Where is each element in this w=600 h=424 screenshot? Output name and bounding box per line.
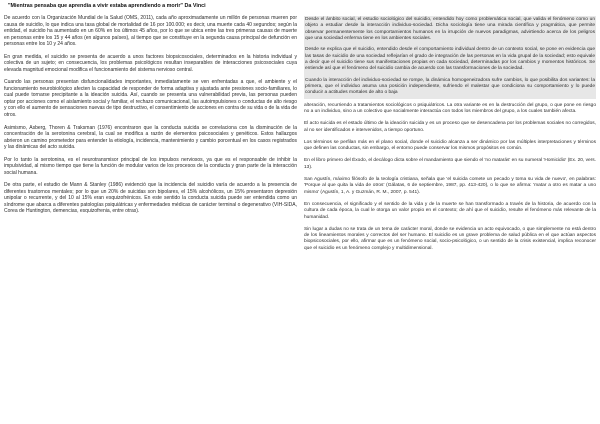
left-paragraph-4: Asimismo, Asberg, Thoren & Traksman (1976) encontraron que la conducta suicida se correlaciona con la disminución de la concentración de la serotonina cerebral, la cual se modifica a razón de elementos psicosociales y genéticos. Estos hallazgos abrieron un camino prometedor para entender la etiología, incidencia, mantenimiento y cambio porcentual en los casos registrados y las dinámicas del acto suicida. <box>4 124 297 151</box>
right-paragraph-1: alteración, recurriendo a tratamientos sociológicos o psiquiátricos. La otra variante es en la destrucción del grupo, o que pone en riesgo no a un individuo, sino a un colectivo que socialmente interactúa con todos los miembros del grupo, a los cuales también afecta. <box>304 102 596 114</box>
left-paragraph-2: En gran medida, el suicidio se presenta de acuerdo a unos factores biopsicosociales, determinados en la historia individual y colectiva de un sujeto; en consecuencia, los problemas psicológicos resultan inseparables de interacciones psicosociales cuya elevada magnitud emocional modifica el funcionamiento del sistema nervioso central. <box>4 53 297 73</box>
shaded-text-block <box>304 16 596 99</box>
left-paragraph-5: Por lo tanto la serotonina, es el neurotransmisor principal de los impulsos nerviosos, ya que es el responsable de inhibir la impulsividad, al mismo tiempo que tiene la función de modular varios de los procesos de la conducta y gran parte de la interacción social humana. <box>4 156 297 176</box>
right-shaded-paragraph-3: Cuando la interacción del individuo-sociedad se rompe, la dinámica homogeneizadora sufre cambios, lo que posibilita dos variantes: la primera, que el individuo asuma una posición independiente, sufriendo el malestar que condiciona su comportamiento y lo puede conducir a actitudes mortales de alto o baja <box>305 77 595 96</box>
right-paragraph-3: Los términos se perfilan más en el plano social, donde el suicidio alcanza a ser dinámico por las múltiples interpretaciones y términos que definen las conductas, sin embargo, el entorno puede conservar los mismos propósitos en común. <box>304 139 596 152</box>
right-paragraph-5: San Agustín, máximo filósofo de la teología cristiana, señala que 'el suicida comete un pecado y toma su vida de nuevo', en palabras: 'Porque al que quita la vida de otros' (Gálatas, 6 de septiembre, 1987, pp. 413-420), o lo que se afirma: 'matar a otro es matar a uno mismo' (Agustín, 1, A. y Guzmán, R. M., 2007, p. 541). <box>304 177 596 195</box>
left-paragraph-3: Cuando las personas presentan disfuncionalidades importantes, inmediatamente se ven enfrentadas a que, el ambiente y el funcionamiento neurobiológico afecten la capacidad de responder de forma adaptiva y ajustada ante presiones socio-familiares, lo cual puede tornarse precipitante a la ideación suicida. Así, cuando se presenta una vulnerabilidad previa, las personas pueden optar por acciones como el aislamiento social y familiar, el rechazo comunicacional, las autoimpulsiones o conductas de alto riesgo y con ello el aumento de sensaciones nuevas de tipo destructivo, el consentimiento de acciones en contra de su vida o de la vida de otros. <box>4 79 297 118</box>
left-paragraph-1: De acuerdo con la Organización Mundial de la Salud (OMS, 2011), cada año aproximadamente un millón de personas mueren por causa de suicidio, lo que indica una tasa global de mortalidad de 16 por 100.000; es decir, una muerte cada 40 segundos; según la entidad, el suicidio ha aumentado en un 60% en los últimos 45 años, por lo que se ubica entre las tres primeras causas de muerte en personas entre los 15 y 44 años (en algunos países), al tiempo que se constituye en la segunda causa principal de defunción en personas entre los 10 y 24 años. <box>4 15 297 47</box>
right-shaded-paragraph-1: Desde el ámbito social, el estudio sociológico del suicidio, entendido hoy como problemática social, que valida el fenómeno como un objeto a estudiar desde la interacción individuo-sociedad. Dicha sociología tiene una mirada científica y pragmática, que permite observar permanentemente los comportamientos humanos en la irrupción de nuevos paradigmas, advirtiendo acerca de los peligros que una sociedad enferma tiene en los ambientes sociales. <box>305 17 595 41</box>
left-paragraph-6: De otra parte, el estudio de Mann & Stanley (1986) evidenció que la incidencia del suicidio varía de acuerdo a la presencia de diferentes trastornos mentales; por lo que un 20% de suicidas son bipolares, el 15% alcohólicos, un 15% presentaron depresión unipolar o recurrente, y del 10 al 15% eran esquizofrénicos. En este sentido la conducta suicida puede ser entendida como un síndrome que abarca a diferentes patologías psiquiátricas y enfermedades médicas de carácter terminal o degenerativo (VIH-SIDA, Corea de Huntington, demencias, esquizofrenia, entre otras). <box>4 182 297 215</box>
right-paragraph-2: El acto suicida es el estado último de la ideación suicida y es un proceso que se desencadena por los problemas sociales no corregidos, al no ser identificados e intervenidos, a tiempo oportuno. <box>304 121 596 133</box>
right-column <box>304 16 596 424</box>
left-column <box>4 15 297 423</box>
epigraph-quote: "Mientras pensaba que aprendía a vivir estaba aprendiendo a morir" Da Vinci <box>8 3 206 9</box>
right-paragraph-7: Sin lugar a dudas no se trata de un tema de carácter moral, donde se evidencia un acto equivocado, o que simplemente no está dentro de los lineamientos morales y correctos del ser humano. El suicidio es un grave problema de salud pública en el que actúan aspectos biopsicosociales, por ello, afirmar que es un fenómeno social, socio-psicológico, o un sentido de la crisis existencial, implica reconocer que el suicidio es un fenómeno complejo y multidimensional. <box>304 226 596 251</box>
right-paragraph-6: En consecuencia, el significado y el sentido de la vida y de la muerte se han transformado a través de la historia, de acuerdo con la cultura de cada época, la cual le otorga un valor propio en el contexto; de ahí que el suicidio, resulte el fenómeno más relevante de la humanidad. <box>304 201 596 220</box>
right-shaded-paragraph-2: Desde se explica que el suicidio, entendido desde el comportamiento individual dentro de un contexto social, se pone en evidencia que las tasas de suicidio de una sociedad reflejarían el grado de integración de las personas en la vida grupal de la sociedad; esto equivale a decir que el suicidio tiene sus manifestaciones propias en cada sociedad, determinadas por los cambios y momentos históricos. Se entiende así que el fenómeno del suicidio cambia de acuerdo con las transformaciones de la sociedad. <box>305 47 595 72</box>
right-paragraph-4: En el libro primero del Éxodo, el decálogo dicta sobre el mandamiento que siendo el 'no matarás' en su numeral 'Homicidio' (Ex. 20, vers. 13). <box>304 158 596 170</box>
